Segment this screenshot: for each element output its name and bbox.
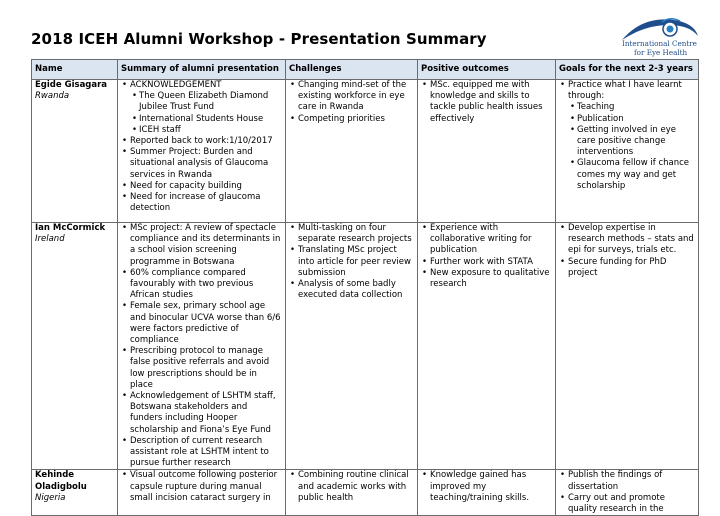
goals-bullet: • Teaching bbox=[559, 102, 695, 113]
summary-bullet: • MSc project: A review of spectacle compliance and its determinants in a school vision screening programme in Botswana bbox=[121, 223, 282, 268]
summary-bullet: • Female sex, primary school age and binocular UCVA worse than 6/6 were factors predictive of compliance bbox=[121, 301, 282, 346]
summary-bullet: • 60% compliance compared favourably with two previous African studies bbox=[121, 268, 282, 302]
logo-line-1: International Centre bbox=[622, 39, 697, 48]
cell-outcomes bbox=[418, 80, 556, 223]
cell-goals bbox=[556, 470, 699, 516]
col-header-challenges: Challenges bbox=[286, 60, 418, 80]
outcomes-list bbox=[421, 470, 552, 504]
header-row bbox=[32, 60, 699, 80]
alumni-country: Ireland bbox=[35, 234, 65, 245]
challenges-list bbox=[289, 223, 414, 301]
cell-summary bbox=[118, 223, 286, 470]
challenges-bullet: • Multi-tasking on four separate research projects bbox=[289, 223, 414, 245]
summary-bullet: • The Queen Elizabeth Diamond Jubilee Trust Fund bbox=[121, 91, 282, 113]
goals-bullet: • Carry out and promote quality research in the bbox=[559, 493, 695, 515]
summary-table bbox=[31, 59, 699, 516]
summary-bullet: • Description of current research assistant role at LSHTM intent to pursue further research bbox=[121, 436, 282, 470]
cell-outcomes bbox=[418, 223, 556, 470]
summary-list bbox=[121, 470, 282, 504]
col-header-goals: Goals for the next 2-3 years bbox=[556, 60, 699, 80]
table-row bbox=[32, 470, 699, 516]
goals-bullet: • Publication bbox=[559, 114, 695, 125]
goals-list bbox=[559, 80, 695, 192]
logo-line-2: for Eye Health bbox=[634, 48, 688, 57]
summary-list bbox=[121, 223, 282, 469]
outcomes-bullet: • Experience with collaborative writing for publication bbox=[421, 223, 552, 257]
goals-bullet: • Glaucoma fellow if chance comes my way and get scholarship bbox=[559, 158, 695, 192]
challenges-list bbox=[289, 80, 414, 125]
goals-list bbox=[559, 470, 695, 515]
summary-bullet: • Prescribing protocol to manage false positive referrals and avoid low prescriptions should be in place bbox=[121, 346, 282, 391]
challenges-bullet: • Combining routine clinical and academic works with public health bbox=[289, 470, 414, 504]
cell-challenges bbox=[286, 223, 418, 470]
cell-goals bbox=[556, 80, 699, 223]
alumni-name: Kehinde Oladigbolu bbox=[35, 470, 87, 492]
challenges-bullet: • Translating MSc project into article for peer review submission bbox=[289, 245, 414, 279]
summary-bullet: • Acknowledgement of LSHTM staff, Botswana stakeholders and funders including Hooper scholarship and Fiona’s Eye Fund bbox=[121, 391, 282, 436]
summary-bullet: • Need for increase of glaucoma detection bbox=[121, 192, 282, 214]
outcomes-list bbox=[421, 223, 552, 290]
cell-outcomes bbox=[418, 470, 556, 516]
outcomes-bullet: • MSc. equipped me with knowledge and skills to tackle public health issues effectively bbox=[421, 80, 552, 125]
cell-summary bbox=[118, 470, 286, 516]
challenges-bullet: • Changing mind-set of the existing workforce in eye care in Rwanda bbox=[289, 80, 414, 114]
outcomes-bullet: • Further work with STATA bbox=[421, 257, 552, 268]
col-header-name: Name bbox=[32, 60, 118, 80]
table-row bbox=[32, 223, 699, 470]
cell-challenges bbox=[286, 470, 418, 516]
page-title: 2018 ICEH Alumni Workshop - Presentation Summary bbox=[31, 30, 487, 48]
cell-name bbox=[32, 80, 118, 223]
challenges-bullet: • Analysis of some badly executed data collection bbox=[289, 279, 414, 301]
alumni-country: Rwanda bbox=[35, 91, 70, 102]
summary-bullet: • Need for capacity building bbox=[121, 181, 282, 192]
challenges-bullet: • Competing priorities bbox=[289, 114, 414, 125]
goals-list bbox=[559, 223, 695, 279]
challenges-list bbox=[289, 470, 414, 504]
summary-bullet: • ACKNOWLEDGEMENT bbox=[121, 80, 282, 91]
outcomes-bullet: • New exposure to qualitative research bbox=[421, 268, 552, 290]
summary-bullet: • Reported back to work:1/10/2017 bbox=[121, 136, 282, 147]
cell-goals bbox=[556, 223, 699, 470]
summary-bullet: • ICEH staff bbox=[121, 125, 282, 136]
col-header-outcomes: Positive outcomes bbox=[418, 60, 556, 80]
goals-bullet: • Practice what I have learnt through: bbox=[559, 80, 695, 102]
cell-summary bbox=[118, 80, 286, 223]
table-row bbox=[32, 80, 699, 223]
summary-list bbox=[121, 80, 282, 214]
goals-bullet: • Secure funding for PhD project bbox=[559, 257, 695, 279]
goals-bullet: • Getting involved in eye care positive change interventions bbox=[559, 125, 695, 159]
alumni-country: Nigeria bbox=[35, 492, 66, 503]
cell-challenges bbox=[286, 80, 418, 223]
summary-bullet: • Visual outcome following posterior capsule rupture during manual small incision cataract surgery in bbox=[121, 470, 282, 504]
cell-name bbox=[32, 223, 118, 470]
outcomes-bullet: • Knowledge gained has improved my teaching/training skills. bbox=[421, 470, 552, 504]
summary-bullet: • International Students House bbox=[121, 114, 282, 125]
outcomes-list bbox=[421, 80, 552, 125]
goals-bullet: • Publish the findings of dissertation bbox=[559, 470, 695, 492]
goals-bullet: • Develop expertise in research methods – stats and epi for surveys, trials etc. bbox=[559, 223, 695, 257]
alumni-name: Egide Gisagara bbox=[35, 80, 108, 90]
alumni-name: Ian McCormick bbox=[35, 223, 106, 233]
cell-name bbox=[32, 470, 118, 516]
summary-bullet: • Summer Project: Burden and situational analysis of Glaucoma services in Rwanda bbox=[121, 147, 282, 181]
iceh-logo bbox=[612, 14, 702, 60]
col-header-summary: Summary of alumni presentation bbox=[118, 60, 286, 80]
